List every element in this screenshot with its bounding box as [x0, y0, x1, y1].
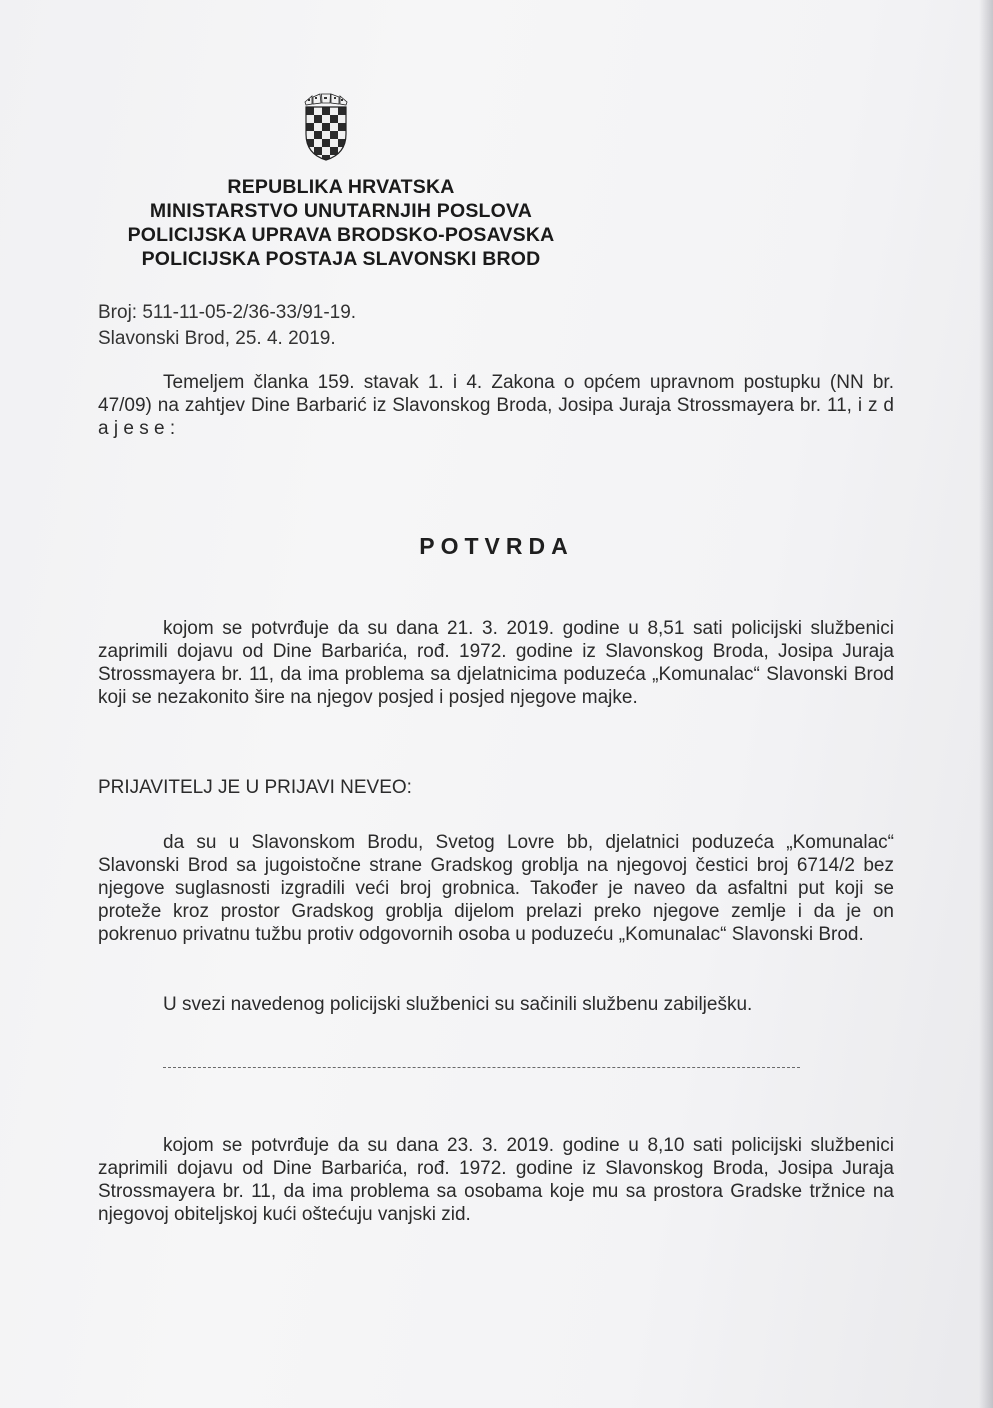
- header-line-police-station: POLICIJSKA POSTAJA SLAVONSKI BROD: [141, 248, 541, 270]
- place-and-date: Slavonski Brod, 25. 4. 2019.: [98, 328, 336, 349]
- report-label: PRIJAVITELJ JE U PRIJAVI NEVEO:: [98, 777, 412, 798]
- confirmation-paragraph-1: kojom se potvrđuje da su dana 21. 3. 2019. godine u 8,51 sati policijski službenici zaprimili dojavu od Dine Barbarića, rođ. 1972. godine iz Slavonskog Broda, Josipa Juraja Strossmayera br. 11, da ima problema sa djelatnicima poduzeća „Komunalac“ Slavonski Brod koji se nezakonito šire na njegov posjed i posjed njegove majke.: [98, 618, 894, 708]
- intro-paragraph: Temeljem članka 159. stavak 1. i 4. Zakona o općem upravnom postupku (NN br. 47/09) na zahtjev Dine Barbarić iz Slavonskog Broda, Josipa Juraja Strossmayera br. 11, i z d a j e s e :: [98, 372, 894, 439]
- confirmation-paragraph-2: kojom se potvrđuje da su dana 23. 3. 2019. godine u 8,10 sati policijski službenici zaprimili dojavu od Dine Barbarića, rođ. 1972. godine iz Slavonskog Broda, Josipa Juraja Strossmayera br. 11, da ima problema sa osobama koje mu sa prostora Gradske tržnice na njegovoj obiteljskoj kući oštećuju vanjski zid.: [98, 1135, 894, 1225]
- dashed-separator: [163, 1067, 800, 1068]
- header-line-republic: REPUBLIKA HRVATSKA: [227, 176, 455, 198]
- institution-header: [96, 175, 586, 271]
- report-paragraph: da su u Slavonskom Brodu, Svetog Lovre bb, djelatnici poduzeća „Komunalac“ Slavonski Brod sa jugoistočne strane Gradskog groblja na njegovoj čestici broj 6714/2 bez njegove suglasnosti izgradili veći broj grobnica. Također je naveo da asfaltni put koji se proteže kroz prostor Gradskog groblja dijelom prelazi preko njegove zemlje i da je on pokrenuo privatnu tužbu protiv odgovornih osoba u poduzeću „Komunalac“ Slavonski Brod.: [98, 832, 894, 945]
- reference-number: Broj: 511-11-05-2/36-33/91-19.: [98, 302, 357, 323]
- note-paragraph: U svezi navedenog policijski službenici su sačinili službenu zabilješku.: [163, 994, 753, 1015]
- coat-of-arms-icon: [302, 92, 350, 162]
- header-line-ministry: MINISTARSTVO UNUTARNJIH POSLOVA: [149, 200, 533, 222]
- header-line-police-administration: POLICIJSKA UPRAVA BRODSKO-POSAVSKA: [127, 224, 555, 246]
- document-meta: [98, 300, 356, 352]
- document-title: POTVRDA: [419, 533, 574, 559]
- page-edge-shadow: [979, 0, 993, 1408]
